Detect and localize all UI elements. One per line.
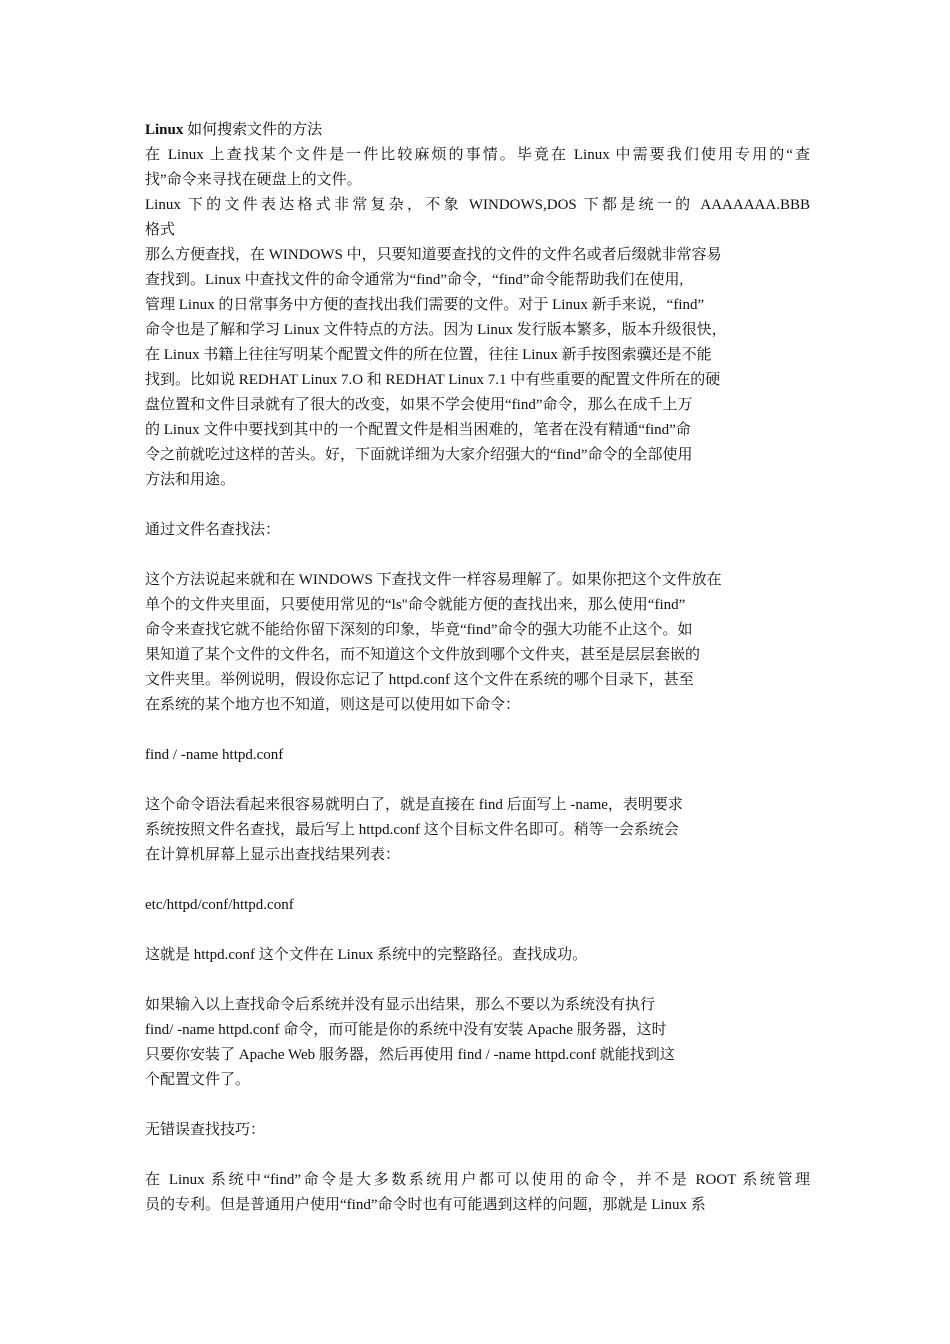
paragraph-line: 在 Linux 上查找某个文件是一件比较麻烦的事情。毕竟在 Linux 中需要我们使用专用的“查 — [145, 147, 810, 163]
paragraph-line: 找到。比如说 REDHAT Linux 7.O 和 REDHAT Linux 7.1 中有些重要的配置文件所在的硬 — [145, 372, 721, 388]
paragraph-gap — [145, 718, 810, 743]
filename-paragraph — [145, 568, 810, 718]
paragraph-line: 管理 Linux 的日常事务中方便的查找出我们需要的文件。对于 Linux 新手来说，“find” — [145, 297, 705, 313]
paragraph-line: 员的专利。但是普通用户使用“find”命令时也有可能遇到这样的问题，那就是 Linux 系 — [145, 1197, 706, 1213]
noresult-paragraph — [145, 993, 810, 1093]
paragraph-line: 格式 — [145, 222, 176, 238]
noerror-paragraph — [145, 1168, 810, 1218]
paragraph-line: 在 Linux 书籍上往往写明某个配置文件的所在位置，往往 Linux 新手按图索骥还是不能 — [145, 347, 712, 363]
document-title — [145, 118, 810, 143]
paragraph-line: 在计算机屏幕上显示出查找结果列表： — [145, 847, 401, 863]
section-heading-filename: 通过文件名查找法： — [145, 522, 281, 538]
paragraph-line: Linux 下的文件表达格式非常复杂，不象 WINDOWS,DOS 下都是统一的 AAAAAAA.BBB — [145, 197, 810, 213]
paragraph-line: 系统按照文件名查找，最后写上 httpd.conf 这个目标文件名即可。稍等一会系统会 — [145, 822, 679, 838]
paragraph-line: 果知道了某个文件的文件名，而不知道这个文件放到哪个文件夹，甚至是层层套嵌的 — [145, 647, 701, 663]
paragraph-gap — [145, 868, 810, 893]
paragraph-line: 方法和用途。 — [145, 472, 236, 488]
paragraph-line: 这个方法说起来就和在 WINDOWS 下查找文件一样容易理解了。如果你把这个文件放在 — [145, 572, 722, 588]
paragraph-line: 盘位置和文件目录就有了很大的改变，如果不学会使用“find”命令，那么在成千上万 — [145, 397, 693, 413]
paragraph-gap — [145, 968, 810, 993]
paragraph-line: find/ -name httpd.conf 命令，而可能是你的系统中没有安装 Apache 服务器，这时 — [145, 1022, 667, 1038]
paragraph-line: 命令也是了解和学习 Linux 文件特点的方法。因为 Linux 发行版本繁多，版本升级很快， — [145, 322, 727, 338]
syntax-paragraph — [145, 793, 810, 868]
paragraph-line: 如果输入以上查找命令后系统并没有显示出结果，那么不要以为系统没有执行 — [145, 997, 656, 1013]
document-title-bold: Linux — [145, 122, 184, 138]
paragraph-line: 在 Linux 系统中“find”命令是大多数系统用户都可以使用的命令，并不是 ROOT 系统管理 — [145, 1172, 810, 1188]
paragraph-line: 这个命令语法看起来很容易就明白了，就是直接在 find 后面写上 -name，表明要求 — [145, 797, 683, 813]
paragraph-line: 文件夹里。举例说明，假设你忘记了 httpd.conf 这个文件在系统的哪个目录下，甚至 — [145, 672, 694, 688]
paragraph-line: 的 Linux 文件中要找到其中的一个配置文件是相当困难的，笔者在没有精通“find”命 — [145, 422, 691, 438]
paragraph-gap — [145, 1143, 810, 1168]
paragraph-line: 找”命令来寻找在硬盘上的文件。 — [145, 172, 362, 188]
paragraph-gap — [145, 918, 810, 943]
result-path: etc/httpd/conf/httpd.conf — [145, 897, 294, 913]
success-paragraph: 这就是 httpd.conf 这个文件在 Linux 系统中的完整路径。查找成功。 — [145, 947, 588, 963]
paragraph-line: 个配置文件了。 — [145, 1072, 251, 1088]
paragraph-line: 命令来查找它就不能给你留下深刻的印象，毕竟“find”命令的强大功能不止这个。如 — [145, 622, 693, 638]
paragraph-line: 只要你安装了 Apache Web 服务器，然后再使用 find / -name httpd.conf 就能找到这 — [145, 1047, 675, 1063]
intro-paragraph — [145, 143, 810, 493]
paragraph-line: 那么方便查找，在 WINDOWS 中，只要知道要查找的文件的文件名或者后缀就非常容易 — [145, 247, 722, 263]
paragraph-gap — [145, 768, 810, 793]
paragraph-line: 查找到。Linux 中查找文件的命令通常为“find”命令，“find”命令能帮助我们在使用, — [145, 272, 684, 288]
document-page — [145, 118, 810, 1218]
paragraph-line: 令之前就吃过这样的苦头。好，下面就详细为大家介绍强大的“find”命令的全部使用 — [145, 447, 693, 463]
paragraph-gap — [145, 493, 810, 518]
paragraph-line: 单个的文件夹里面，只要使用常见的“ls"命令就能方便的查找出来，那么使用“find” — [145, 597, 686, 613]
paragraph-gap — [145, 543, 810, 568]
command-example: find / -name httpd.conf — [145, 747, 284, 763]
paragraph-line: 在系统的某个地方也不知道，则这是可以使用如下命令： — [145, 697, 521, 713]
section-heading-noerror: 无错误查找技巧： — [145, 1122, 266, 1138]
paragraph-gap — [145, 1093, 810, 1118]
document-title-rest: 如何搜索文件的方法 — [183, 122, 323, 138]
